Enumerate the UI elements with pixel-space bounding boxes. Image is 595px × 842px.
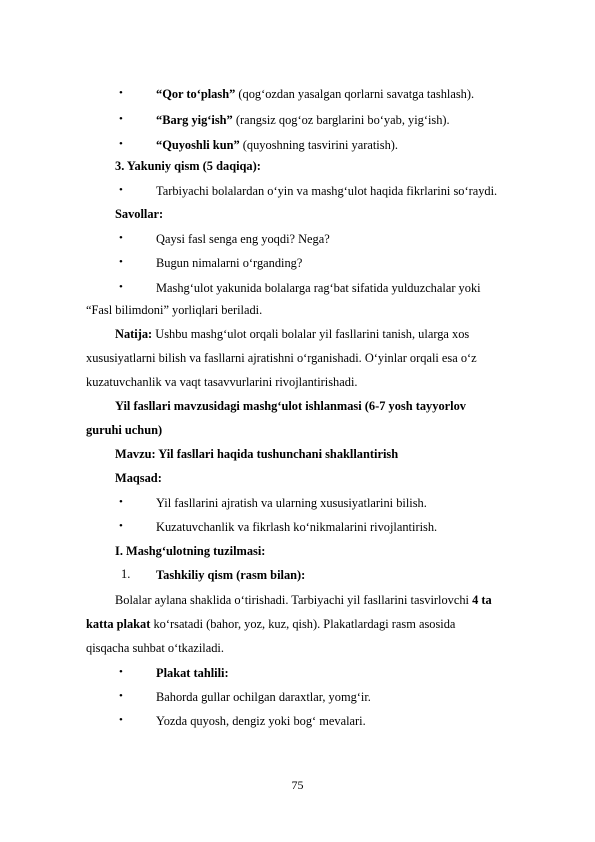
document-title: Yil fasllari mavzusidagi mashg‘ulot ishlanmasi (6-7 yosh tayyorlov <box>115 399 466 413</box>
paragraph-line: Bolalar aylana shaklida o‘tirishadi. Tarbiyachi yil fasllarini tasvirlovchi 4 ta <box>115 593 492 607</box>
bullet: • <box>119 714 123 726</box>
bullet: • <box>119 232 123 244</box>
item-text: (quyoshning tasvirini yaratish). <box>239 138 398 152</box>
list-item: Yozda quyosh, dengiz yoki bog‘ mevalari. <box>156 714 366 728</box>
section-heading-yakuniy: 3. Yakuniy qism (5 daqiqa): <box>115 159 261 173</box>
bullet: • <box>119 690 123 702</box>
bullet: • <box>119 496 123 508</box>
bullet: • <box>119 138 123 150</box>
paragraph-line: xususiyatlarni bilish va fasllarni ajratishni o‘rganishadi. O‘yinlar orqali esa o‘z <box>86 351 477 365</box>
list-item: Bugun nimalarni o‘rganding? <box>156 256 303 270</box>
item-title: “Qor to‘plash” <box>156 87 236 101</box>
bullet: • <box>119 520 123 532</box>
document-title-cont: guruhi uchun) <box>86 423 163 437</box>
list-item: Yil fasllarini ajratish va ularning xususiyatlarini bilish. <box>156 496 427 510</box>
item-text: (qog‘ozdan yasalgan qorlarni savatga tashlash). <box>235 87 475 101</box>
mavzu-heading: Mavzu: Yil fasllari haqida tushunchani shakllantirish <box>115 447 399 461</box>
list-item <box>156 112 450 128</box>
list-item: Qaysi fasl senga eng yoqdi? Nega? <box>156 232 330 246</box>
list-item <box>156 137 398 153</box>
paragraph-line: qisqacha suhbat o‘tkaziladi. <box>86 641 224 655</box>
list-number: 1. <box>121 567 131 581</box>
list-item: Mashg‘ulot yakunida bolalarga rag‘bat sifatida yulduzchalar yoki <box>156 281 481 295</box>
bullet: • <box>119 256 123 268</box>
list-item <box>156 86 474 102</box>
bullet: • <box>119 113 123 125</box>
list-item: Tarbiyachi bolalardan o‘yin va mashg‘ulot haqida fikrlarini so‘raydi. <box>156 184 498 198</box>
tashkiliy-heading: Tashkiliy qism (rasm bilan): <box>156 568 306 582</box>
list-item: Bahorda gullar ochilgan daraxtlar, yomg‘ir. <box>156 690 371 704</box>
bullet: • <box>119 87 123 99</box>
item-text: (rangsiz qog‘oz barglarini bo‘yab, yig‘ish). <box>232 113 450 127</box>
bullet: • <box>119 281 123 293</box>
plakat-heading: Plakat tahlili: <box>156 666 229 680</box>
paragraph-continuation: “Fasl bilimdoni” yorliqlari beriladi. <box>86 303 263 317</box>
section-heading-savollar: Savollar: <box>115 207 164 221</box>
natija-paragraph: Natija: Ushbu mashg‘ulot orqali bolalar yil fasllarini tanish, ularga xos <box>115 327 470 341</box>
natija-label: Natija: <box>115 327 153 341</box>
bullet: • <box>119 666 123 678</box>
item-title: “Quyoshli kun” <box>156 138 240 152</box>
item-title: “Barg yig‘ish” <box>156 113 233 127</box>
tuzilma-heading: I. Mashg‘ulotning tuzilmasi: <box>115 544 266 558</box>
paragraph-line: katta plakat ko‘rsatadi (bahor, yoz, kuz, qish). Plakatlardagi rasm asosida <box>86 617 456 631</box>
list-item: Kuzatuvchanlik va fikrlash ko‘nikmalarini rivojlantirish. <box>156 520 438 534</box>
bullet: • <box>119 184 123 196</box>
maqsad-heading: Maqsad: <box>115 471 162 485</box>
paragraph-line: kuzatuvchanlik va vaqt tasavvurlarini rivojlantirishadi. <box>86 375 358 389</box>
page-number: 75 <box>291 778 304 792</box>
